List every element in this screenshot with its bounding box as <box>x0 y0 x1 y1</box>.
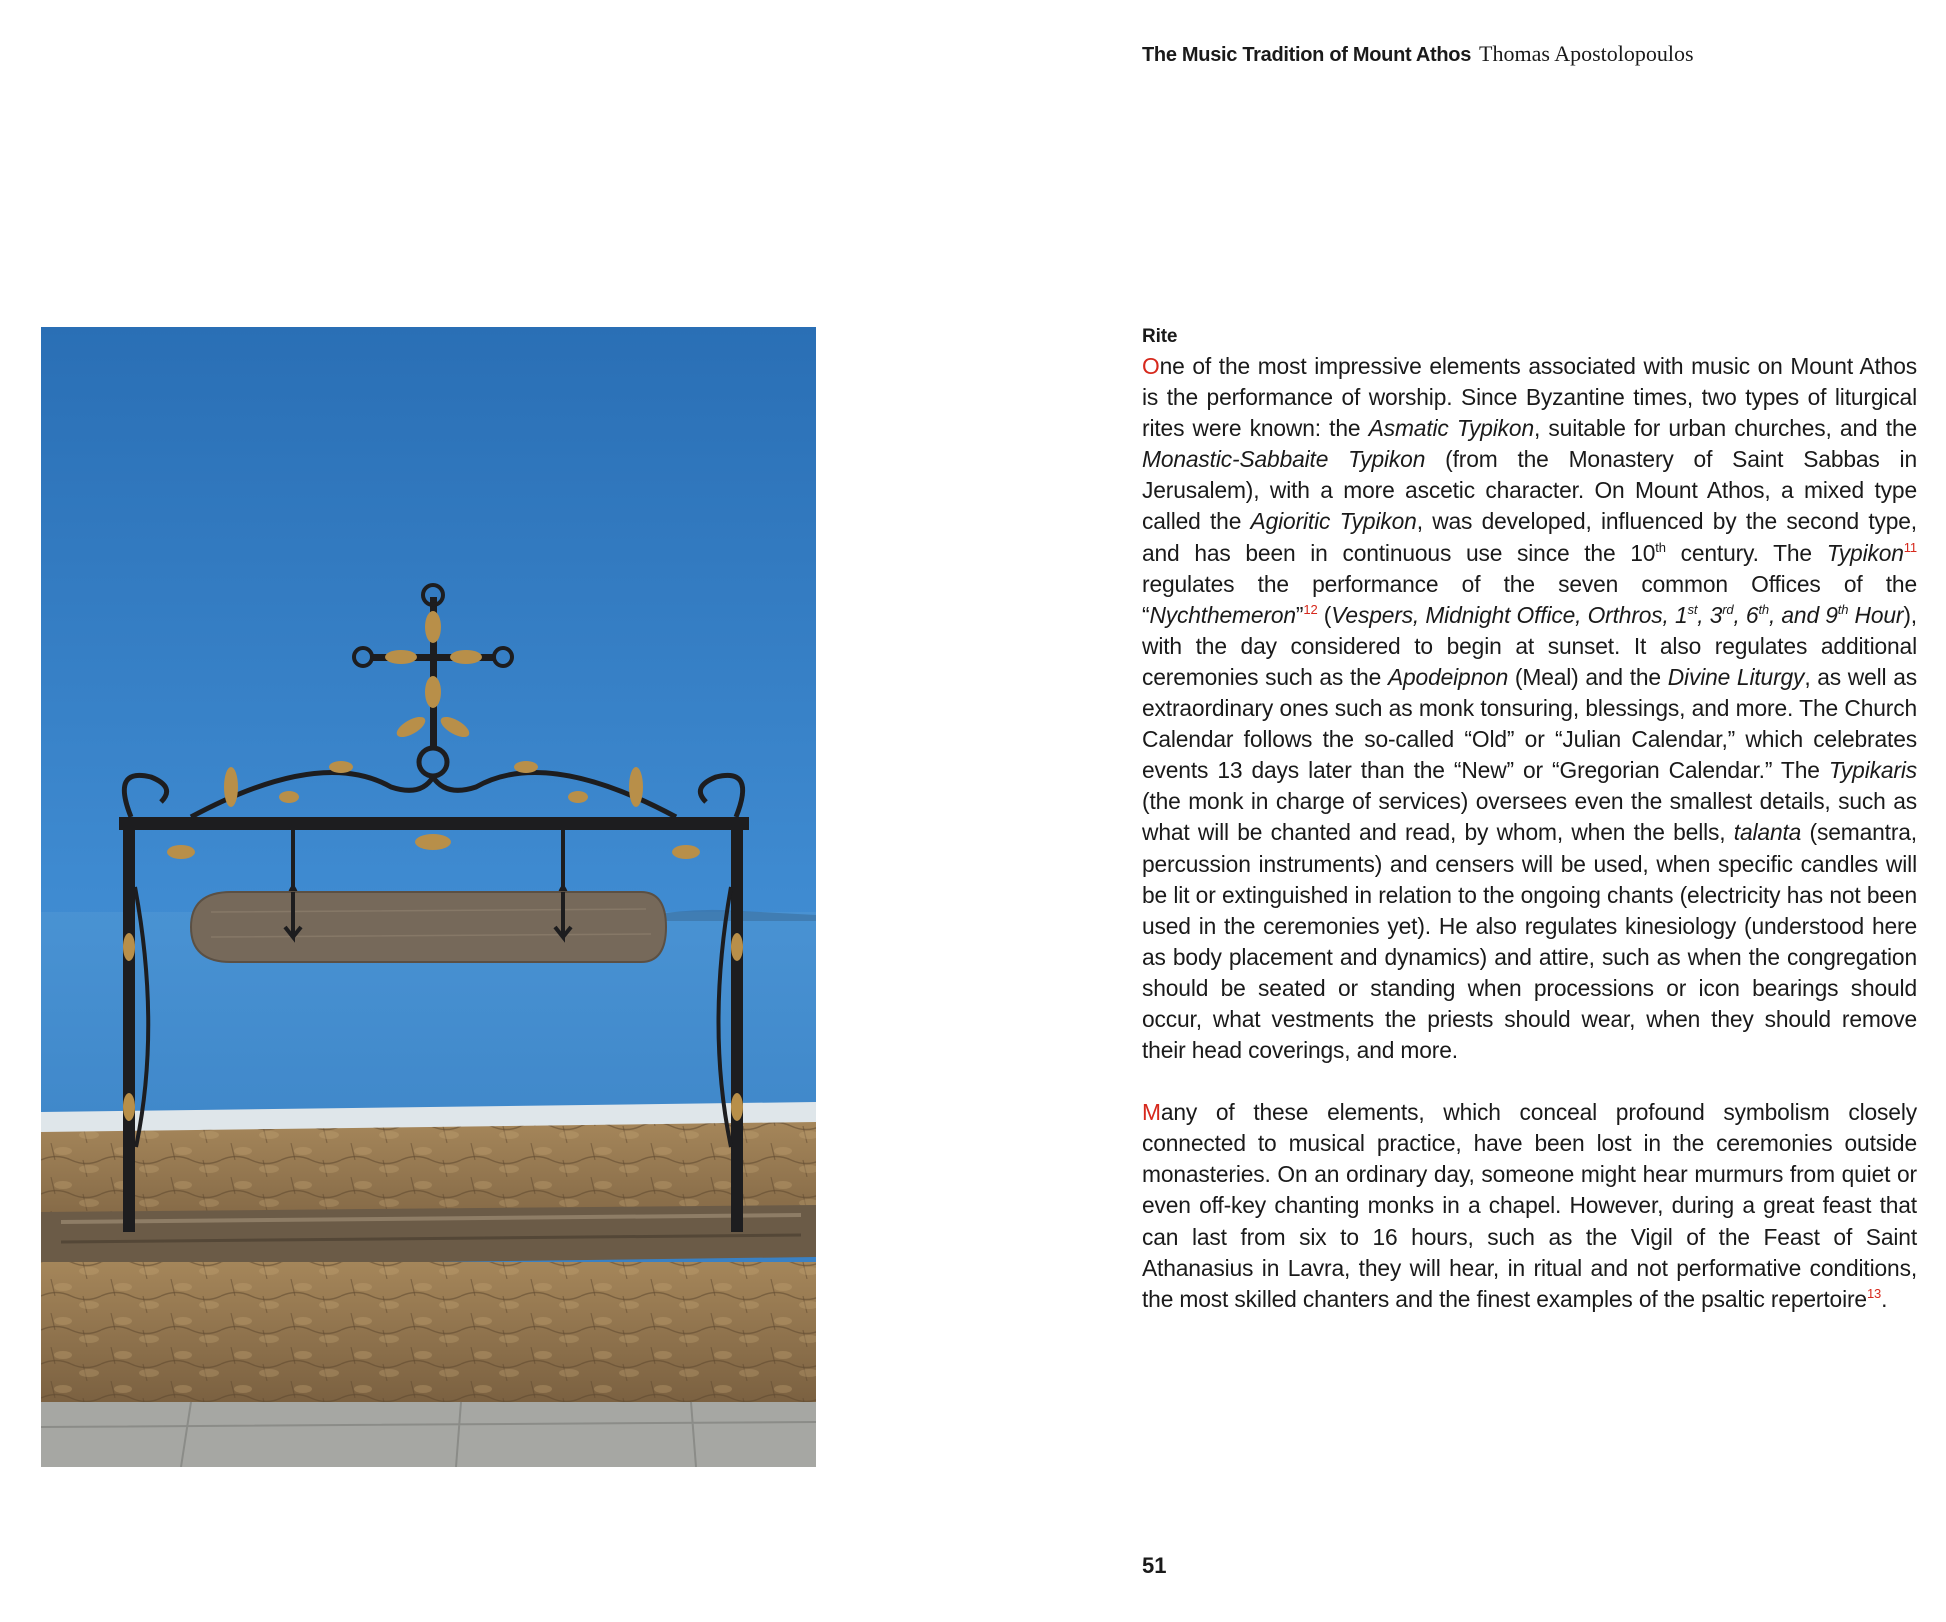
footnote-ref: 13 <box>1866 1285 1882 1301</box>
footnote-ref: 11 <box>1903 539 1917 555</box>
footnote-ref: 12 <box>1303 601 1318 617</box>
drop-initial: O <box>1142 353 1160 379</box>
section-heading: Rite <box>1142 326 1178 347</box>
article-text <box>1142 325 1917 1315</box>
photo <box>41 327 816 1467</box>
page-number: 51 <box>1142 1553 1167 1578</box>
sign-frame-photo-icon <box>41 327 816 1467</box>
paragraph-2: Many of these elements, which conceal profound symbolism closely connected to musical practice, have been lost in the ceremonies outside monasteries. On an ordinary day, someone might hear murmurs from quiet or even off-key chanting monks in a chapel. However, during a great feast that can last from six to 16 hours, such as the Vigil of the Feast of Saint Athanasius in Lavra, they will hear, in ritual and not performative conditions, the most skilled chanters and the finest examples of the psaltic repertoire$^{13}$. <box>1142 1099 1917 1312</box>
drop-initial: M <box>1142 1099 1161 1126</box>
running-head <box>1142 40 1694 69</box>
paragraph-1: One of the most impressive elements associated with music on Mount Athos is the performance of worship. Since Byzantine times, two types of liturgical rites were known: the Asmatic Typikon, suitable for urban churches, and the Monastic-Sabbaite Typikon (from the Monastery of Saint Sabbas in Jerusalem), with a more ascetic character. On Mount Athos, a mixed type called the Agioritic Typikon, was developed, influenced by the second type, and has been in continuous use since the 10th century. The Typikon$^{11}$ regulates the performance of the seven common Offices of the “Nychthemeron”$^{12}$ (Vespers, Midnight Office, Orthros, 1st, 3rd, 6th, and 9th Hour), with the day considered to begin at sunset. It also regulates additional ceremonies such as the Apodeipnon (Meal) and the Divine Liturgy, as well as extraordinary ones such as monk tonsuring, blessings, and more. The Church Calendar follows the so-called “Old” or “Julian Calendar,” which celebrates events 13 days later than the “New” or “Gregorian Calendar.” The Typikaris (the monk in charge of services) oversees even the smallest details, such as what will be chanted and read, by whom, when the bells, talanta (semantra, percussion instruments) and censers will be used, when specific candles will be lit or extinguished in relation to the ongoing chants (electricity has not been used in the ceremonies yet). He also regulates kinesiology (understood here as body placement and dynamics) and attire, such as when the congregation should be seated or standing when processions or icon bearings should occur, what vestments the priests should wear, when they should remove their head coverings, and more. <box>1142 353 1917 1064</box>
book-title: The Music Tradition of Mount Athos <box>1142 44 1472 66</box>
author-name: Thomas Apostolopoulos <box>1479 41 1694 66</box>
